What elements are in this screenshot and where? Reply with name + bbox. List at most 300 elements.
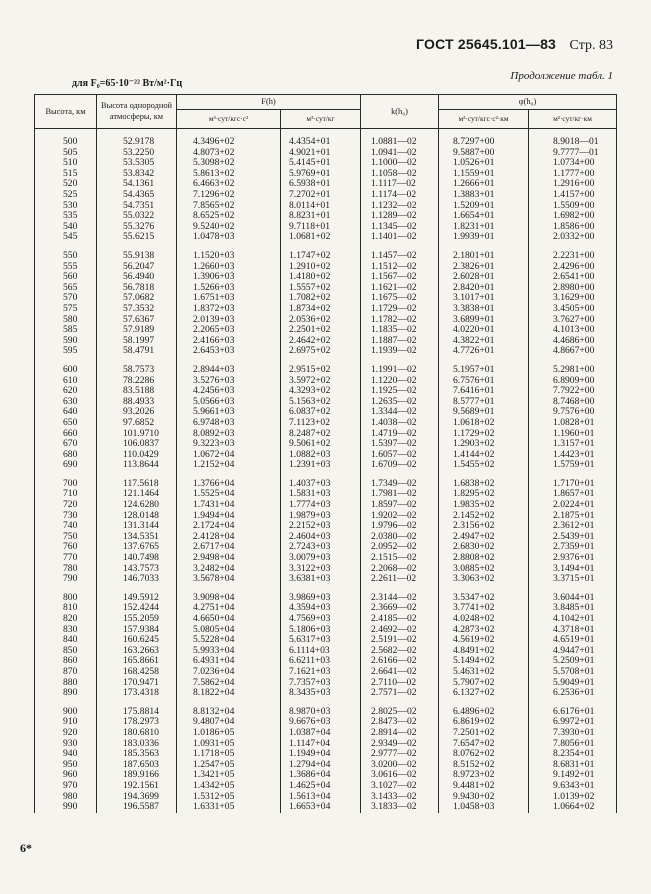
- table-cell: 505: [35, 148, 97, 159]
- table-cell: 1.6057—02: [361, 450, 439, 461]
- header-altitude: Высота, км: [35, 95, 97, 129]
- table-cell: 5.7907+02: [439, 678, 529, 689]
- table-cell: 9.7576+00: [529, 407, 617, 418]
- row-group: [35, 585, 617, 699]
- table-cell: 3.6044+01: [529, 585, 617, 604]
- table-cell: 4.0248+02: [439, 614, 529, 625]
- table-row: [35, 585, 617, 604]
- table-cell: 9.1492+01: [529, 770, 617, 781]
- table-cell: 1.0734+00: [529, 158, 617, 169]
- table-cell: 1.9879+03: [281, 511, 361, 522]
- table-cell: 1.3883+01: [439, 190, 529, 201]
- table-row: [35, 781, 617, 792]
- table-cell: 1.4342+05: [177, 781, 281, 792]
- table-cell: 830: [35, 625, 97, 636]
- table-cell: 1.0664+02: [529, 802, 617, 813]
- table-cell: 575: [35, 304, 97, 315]
- table-cell: 820: [35, 614, 97, 625]
- table-row: [35, 232, 617, 243]
- table-cell: 3.9869+03: [281, 585, 361, 604]
- table-cell: 117.5618: [97, 471, 177, 490]
- table-cell: 2.9777—02: [361, 749, 439, 760]
- table-cell: 1.8231+01: [439, 222, 529, 233]
- table-cell: 2.4692—02: [361, 625, 439, 636]
- table-cell: 1.1925—02: [361, 386, 439, 397]
- table-cell: 1.1729—02: [361, 304, 439, 315]
- table-cell: 9.5689+01: [439, 407, 529, 418]
- table-cell: 660: [35, 429, 97, 440]
- table-cell: 9.5240+02: [177, 222, 281, 233]
- table-cell: 4.9021+01: [281, 148, 361, 159]
- running-header: [416, 36, 613, 54]
- table-cell: 4.3718+01: [529, 625, 617, 636]
- table-cell: 1.9939+01: [439, 232, 529, 243]
- table-cell: 1.4157+00: [529, 190, 617, 201]
- table-cell: 3.5347+02: [439, 585, 529, 604]
- table-cell: 3.3122+03: [281, 564, 361, 575]
- table-cell: 2.9498+04: [177, 553, 281, 564]
- table-row: [35, 418, 617, 429]
- table-cell: 2.0380—02: [361, 532, 439, 543]
- table-cell: 4.2456+03: [177, 386, 281, 397]
- table-cell: 189.9166: [97, 770, 177, 781]
- table-cell: 1.7774+03: [281, 500, 361, 511]
- table-cell: 1.5455+02: [439, 460, 529, 471]
- table-cell: 1.2666+01: [439, 179, 529, 190]
- table-cell: 1.8597—02: [361, 500, 439, 511]
- table-cell: 2.5682—02: [361, 646, 439, 657]
- table-cell: 58.4791: [97, 346, 177, 357]
- table-cell: 1.2910+02: [281, 262, 361, 273]
- table-cell: 1.2635—02: [361, 397, 439, 408]
- page-label: Стр.: [569, 38, 596, 53]
- table-cell: 700: [35, 471, 97, 490]
- table-cell: 4.3594+03: [281, 603, 361, 614]
- table-cell: 5.3098+02: [177, 158, 281, 169]
- table-cell: 2.9376+01: [529, 553, 617, 564]
- table-cell: 1.3421+05: [177, 770, 281, 781]
- table-cell: 1.0681+02: [281, 232, 361, 243]
- table-cell: 1.2916+00: [529, 179, 617, 190]
- table-cell: 5.1957+01: [439, 357, 529, 376]
- table-cell: 55.6215: [97, 232, 177, 243]
- table-cell: 515: [35, 169, 97, 180]
- table-cell: 1.0139+02: [529, 792, 617, 803]
- table-cell: 1.6331+05: [177, 802, 281, 813]
- table-cell: 510: [35, 158, 97, 169]
- table-cell: 6.6176+01: [529, 699, 617, 718]
- table-cell: 2.5439+01: [529, 532, 617, 543]
- table-cell: 970: [35, 781, 97, 792]
- table-cell: 6.9748+03: [177, 418, 281, 429]
- table-cell: 520: [35, 179, 97, 190]
- table-cell: 8.0762+02: [439, 749, 529, 760]
- table-cell: 56.4940: [97, 272, 177, 283]
- table-cell: 1.6751+03: [177, 293, 281, 304]
- header-k: k(h₀): [361, 95, 439, 129]
- table-cell: 680: [35, 450, 97, 461]
- table-cell: 4.5619+02: [439, 635, 529, 646]
- table-cell: 4.0220+01: [439, 325, 529, 336]
- table-cell: 8.9870+03: [281, 699, 361, 718]
- table-cell: 196.5587: [97, 802, 177, 813]
- table-cell: 2.7243+03: [281, 542, 361, 553]
- table-cell: 1.1887—02: [361, 336, 439, 347]
- table-cell: 8.2354+01: [529, 749, 617, 760]
- table-cell: 2.4642+02: [281, 336, 361, 347]
- table-cell: 1.1991—02: [361, 357, 439, 376]
- table-cell: 670: [35, 439, 97, 450]
- table-cell: 7.1296+02: [177, 190, 281, 201]
- table-cell: 1.0931+05: [177, 739, 281, 750]
- table-cell: 4.3496+02: [177, 129, 281, 148]
- table-cell: 2.9515+02: [281, 357, 361, 376]
- table-cell: 8.0114+01: [281, 201, 361, 212]
- table-cell: 5.2509+01: [529, 656, 617, 667]
- table-cell: 8.5777+01: [439, 397, 529, 408]
- table-cell: 5.1563+02: [281, 397, 361, 408]
- table-cell: 8.5152+02: [439, 760, 529, 771]
- table-cell: 3.5276+03: [177, 376, 281, 387]
- table-cell: 1.7082+02: [281, 293, 361, 304]
- table-cell: 640: [35, 407, 97, 418]
- table-cell: 155.2059: [97, 614, 177, 625]
- table-cell: 7.5862+04: [177, 678, 281, 689]
- table-cell: 178.2973: [97, 717, 177, 728]
- table-cell: 8.3435+03: [281, 688, 361, 699]
- table-cell: 870: [35, 667, 97, 678]
- table-cell: 1.5266+03: [177, 283, 281, 294]
- table-cell: 7.3930+01: [529, 728, 617, 739]
- table-cell: 1.1777+00: [529, 169, 617, 180]
- table-cell: 1.9796—02: [361, 521, 439, 532]
- table-cell: 3.0616—02: [361, 770, 439, 781]
- table-cell: 6.2536+01: [529, 688, 617, 699]
- table-cell: 7.0236+04: [177, 667, 281, 678]
- table-cell: 2.1515—02: [361, 553, 439, 564]
- table-cell: 8.6525+02: [177, 211, 281, 222]
- table-cell: 8.7468+00: [529, 397, 617, 408]
- table-cell: 2.7571—02: [361, 688, 439, 699]
- table-cell: 3.9098+04: [177, 585, 281, 604]
- table-cell: 93.2026: [97, 407, 177, 418]
- table-cell: 97.6852: [97, 418, 177, 429]
- table-header: [35, 95, 617, 129]
- table-cell: 2.3144—02: [361, 585, 439, 604]
- table-cell: 175.8814: [97, 699, 177, 718]
- table-cell: 3.4505+00: [529, 304, 617, 315]
- table-cell: 56.7818: [97, 283, 177, 294]
- table-cell: 600: [35, 357, 97, 376]
- table-cell: 690: [35, 460, 97, 471]
- table-cell: 2.1724+04: [177, 521, 281, 532]
- table-cell: 143.7573: [97, 564, 177, 575]
- table-cell: 1.0941—02: [361, 148, 439, 159]
- table-cell: 1.1345—02: [361, 222, 439, 233]
- table-cell: 1.9835+02: [439, 500, 529, 511]
- table-cell: 9.3223+03: [177, 439, 281, 450]
- table-cell: 8.6831+01: [529, 760, 617, 771]
- table-cell: 4.8491+02: [439, 646, 529, 657]
- table-cell: 1.0526+01: [439, 158, 529, 169]
- table-cell: 1.1401—02: [361, 232, 439, 243]
- table-cell: 57.0682: [97, 293, 177, 304]
- table-cell: 5.8613+02: [177, 169, 281, 180]
- table-cell: 1.4180+02: [281, 272, 361, 283]
- table-cell: 4.2751+04: [177, 603, 281, 614]
- table-cell: 6.4931+04: [177, 656, 281, 667]
- table-cell: 7.1621+03: [281, 667, 361, 678]
- table-cell: 165.8661: [97, 656, 177, 667]
- table-cell: 8.0892+03: [177, 429, 281, 440]
- table-cell: 525: [35, 190, 97, 201]
- table-cell: 1.1567—02: [361, 272, 439, 283]
- table-cell: 163.2663: [97, 646, 177, 657]
- header-F-unit-kg: м³·сут/кг: [281, 110, 361, 129]
- table-cell: 183.0336: [97, 739, 177, 750]
- table-cell: 570: [35, 293, 97, 304]
- table-row: [35, 699, 617, 718]
- table-cell: 9.6343+01: [529, 781, 617, 792]
- table-row: [35, 667, 617, 678]
- table-cell: 1.1718+05: [177, 749, 281, 760]
- table-cell: 106.0837: [97, 439, 177, 450]
- table-cell: 6.5938+01: [281, 179, 361, 190]
- table-cell: 2.0952—02: [361, 542, 439, 553]
- table-cell: 6.4663+02: [177, 179, 281, 190]
- header-phi-unit-kg: м²·сут/кг·км: [529, 110, 617, 129]
- table-cell: 1.5525+04: [177, 489, 281, 500]
- table-cell: 910: [35, 717, 97, 728]
- table-cell: 5.9933+04: [177, 646, 281, 657]
- table-cell: 840: [35, 635, 97, 646]
- table-cell: 1.8586+00: [529, 222, 617, 233]
- table-cell: 1.0882+03: [281, 450, 361, 461]
- table-cell: 2.4947+02: [439, 532, 529, 543]
- table-cell: 1.5613+04: [281, 792, 361, 803]
- table-cell: 52.9178: [97, 129, 177, 148]
- table-cell: 7.6547+02: [439, 739, 529, 750]
- table-cell: 4.8667+00: [529, 346, 617, 357]
- table-cell: 6.4896+02: [439, 699, 529, 718]
- table-cell: 5.4145+01: [281, 158, 361, 169]
- table-cell: 920: [35, 728, 97, 739]
- table-cell: 160.6245: [97, 635, 177, 646]
- table-cell: 2.0536+02: [281, 315, 361, 326]
- table-cell: 1.2903+02: [439, 439, 529, 450]
- table-cell: 900: [35, 699, 97, 718]
- table-cell: 113.8644: [97, 460, 177, 471]
- table-cell: 4.7569+03: [281, 614, 361, 625]
- table-cell: 57.6367: [97, 315, 177, 326]
- table-cell: 1.0478+03: [177, 232, 281, 243]
- table-cell: 1.1520+03: [177, 243, 281, 262]
- table-cell: 2.0139+03: [177, 315, 281, 326]
- table-cell: 1.6838+02: [439, 471, 529, 490]
- table-cell: 860: [35, 656, 97, 667]
- table-cell: 720: [35, 500, 97, 511]
- table-cell: 5.9769+01: [281, 169, 361, 180]
- table-cell: 4.8073+02: [177, 148, 281, 159]
- table-cell: 1.5209+01: [439, 201, 529, 212]
- table-cell: 7.8056+01: [529, 739, 617, 750]
- table-cell: 1.1675—02: [361, 293, 439, 304]
- table-cell: 1.0186+05: [177, 728, 281, 739]
- table-cell: 2.3612+01: [529, 521, 617, 532]
- table-cell: 5.4631+02: [439, 667, 529, 678]
- table-cell: 53.2250: [97, 148, 177, 159]
- table-cell: 4.4686+00: [529, 336, 617, 347]
- table-cell: 2.8914—02: [361, 728, 439, 739]
- table-cell: 2.1875+01: [529, 511, 617, 522]
- table-cell: 4.9447+01: [529, 646, 617, 657]
- table-cell: 1.6709—02: [361, 460, 439, 471]
- table-cell: 760: [35, 542, 97, 553]
- table-subtitle: для F₀=65·10⁻²² Вт/м²·Гц: [72, 78, 183, 89]
- table-cell: 1.5312+05: [177, 792, 281, 803]
- table-cell: 740: [35, 521, 97, 532]
- table-cell: 3.2482+04: [177, 564, 281, 575]
- table-cell: 750: [35, 532, 97, 543]
- table-cell: 152.4244: [97, 603, 177, 614]
- table-row: [35, 346, 617, 357]
- table-cell: 4.1042+01: [529, 614, 617, 625]
- table-cell: 950: [35, 760, 97, 771]
- table-cell: 730: [35, 511, 97, 522]
- table-cell: 535: [35, 211, 97, 222]
- table-cell: 2.4604+03: [281, 532, 361, 543]
- table-cell: 1.5509+00: [529, 201, 617, 212]
- table-cell: 1.4144+02: [439, 450, 529, 461]
- table-cell: 2.8025—02: [361, 699, 439, 718]
- table-cell: 1.0672+04: [177, 450, 281, 461]
- table-cell: 2.4185—02: [361, 614, 439, 625]
- table-cell: 3.1494+01: [529, 564, 617, 575]
- table-cell: 3.1027—02: [361, 781, 439, 792]
- table-cell: 1.1000—02: [361, 158, 439, 169]
- table-cell: 8.8132+04: [177, 699, 281, 718]
- table-cell: 610: [35, 376, 97, 387]
- table-cell: 124.6280: [97, 500, 177, 511]
- table-cell: 58.7573: [97, 357, 177, 376]
- table-cell: 78.2286: [97, 376, 177, 387]
- table-cell: 2.8980+00: [529, 283, 617, 294]
- table-cell: 5.1494+02: [439, 656, 529, 667]
- header-homogeneous-atmosphere: Высота однородной атмосферы, км: [97, 95, 177, 129]
- table-cell: 53.8342: [97, 169, 177, 180]
- table-cell: 770: [35, 553, 97, 564]
- page-number: 83: [599, 38, 613, 53]
- table-cell: 1.5831+03: [281, 489, 361, 500]
- table-cell: 6.8619+02: [439, 717, 529, 728]
- table-cell: 710: [35, 489, 97, 500]
- table-cell: 4.3822+01: [439, 336, 529, 347]
- row-group: [35, 129, 617, 243]
- table-cell: 2.8808+02: [439, 553, 529, 564]
- printer-signature-mark: 6*: [20, 841, 32, 855]
- table-cell: 2.8420+01: [439, 283, 529, 294]
- table-row: [35, 460, 617, 471]
- table-cell: 565: [35, 283, 97, 294]
- table-cell: 3.7627+00: [529, 315, 617, 326]
- table-cell: 2.4166+03: [177, 336, 281, 347]
- table-row: [35, 304, 617, 315]
- table-cell: 1.1147+04: [281, 739, 361, 750]
- table-cell: 1.1174—02: [361, 190, 439, 201]
- table-cell: 2.2068—02: [361, 564, 439, 575]
- header-phi-unit-kgs: м²·сут/кгс·с²·км: [439, 110, 529, 129]
- table-cell: 54.4365: [97, 190, 177, 201]
- table-cell: 57.9189: [97, 325, 177, 336]
- table-cell: 58.1997: [97, 336, 177, 347]
- table-cell: 4.7726+01: [439, 346, 529, 357]
- table-cell: 3.6381+03: [281, 574, 361, 585]
- table-cell: 1.1232—02: [361, 201, 439, 212]
- table-cell: 1.0828+01: [529, 418, 617, 429]
- table-cell: 3.3838+01: [439, 304, 529, 315]
- table-cell: 1.2660+03: [177, 262, 281, 273]
- table-cell: 3.0200—02: [361, 760, 439, 771]
- table-cell: 1.1117—02: [361, 179, 439, 190]
- table-cell: 2.6166—02: [361, 656, 439, 667]
- header-F-unit-kgs: м³·сут/кгс·с²: [177, 110, 281, 129]
- table-continuation-note: Продолжение табл. 1: [510, 70, 613, 82]
- table-cell: 7.7357+03: [281, 678, 361, 689]
- table-cell: 7.8565+02: [177, 201, 281, 212]
- table-cell: 192.1561: [97, 781, 177, 792]
- table-cell: 6.8909+00: [529, 376, 617, 387]
- table-cell: 3.1833—02: [361, 802, 439, 813]
- table-cell: 1.7431+04: [177, 500, 281, 511]
- table-cell: 187.6503: [97, 760, 177, 771]
- table-cell: 1.6982+00: [529, 211, 617, 222]
- standard-number: ГОСТ 25645.101—83: [416, 36, 557, 52]
- table-cell: 131.3144: [97, 521, 177, 532]
- table-cell: 1.2391+03: [281, 460, 361, 471]
- table-cell: 54.1361: [97, 179, 177, 190]
- table-cell: 595: [35, 346, 97, 357]
- table-cell: 1.4625+04: [281, 781, 361, 792]
- table-cell: 55.3276: [97, 222, 177, 233]
- table-cell: 8.8231+01: [281, 211, 361, 222]
- table-cell: 3.8485+01: [529, 603, 617, 614]
- table-cell: 5.6317+03: [281, 635, 361, 646]
- table-row: [35, 357, 617, 376]
- table-cell: 3.1629+00: [529, 293, 617, 304]
- table-cell: 1.7349—02: [361, 471, 439, 490]
- table-cell: 4.1013+00: [529, 325, 617, 336]
- table-cell: 5.0805+04: [177, 625, 281, 636]
- atmosphere-density-table: [34, 94, 617, 813]
- table-cell: 57.3532: [97, 304, 177, 315]
- table-cell: 1.3906+03: [177, 272, 281, 283]
- table-cell: 2.0332+00: [529, 232, 617, 243]
- table-cell: 2.9349—02: [361, 739, 439, 750]
- table-cell: 1.4038—02: [361, 418, 439, 429]
- table-cell: 1.1949+04: [281, 749, 361, 760]
- table-cell: 2.6717+04: [177, 542, 281, 553]
- table-cell: 545: [35, 232, 97, 243]
- table-cell: 2.2611—02: [361, 574, 439, 585]
- table-cell: 2.6541+00: [529, 272, 617, 283]
- table-cell: 1.1559+01: [439, 169, 529, 180]
- table-cell: 4.6519+01: [529, 635, 617, 646]
- table-cell: 2.7359+01: [529, 542, 617, 553]
- table-cell: 173.4318: [97, 688, 177, 699]
- table-cell: 5.9661+03: [177, 407, 281, 418]
- table-cell: 2.5191—02: [361, 635, 439, 646]
- table-cell: 1.6654+01: [439, 211, 529, 222]
